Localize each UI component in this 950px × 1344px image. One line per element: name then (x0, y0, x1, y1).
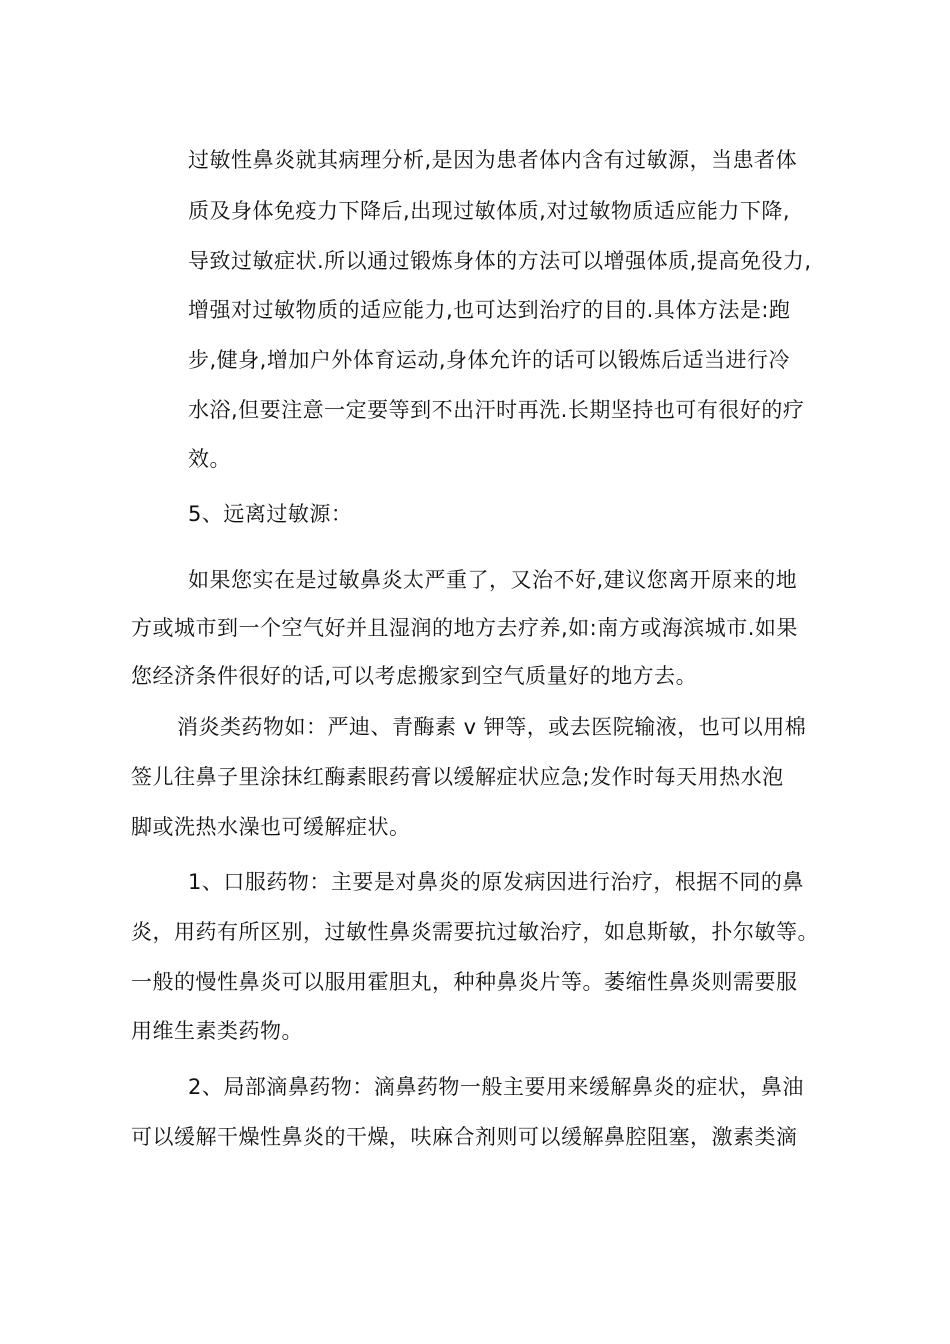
section-heading: 5、远离过敏源： (188, 502, 353, 526)
paragraph-line: 炎，用药有所区别，过敏性鼻炎需要抗过敏治疗，如息斯敏，扑尔敏等。 (131, 920, 819, 944)
paragraph-line: 过敏性鼻炎就其病理分析,是因为患者体内含有过敏源，当患者体 (188, 148, 798, 172)
paragraph-line: 效。 (188, 447, 231, 471)
paragraph-line: 您经济条件很好的话,可以考虑搬家到空气质量好的地方去。 (131, 664, 698, 688)
paragraph-line: 2、局部滴鼻药物：滴鼻药物一般主要用来缓解鼻炎的症状，鼻油 (188, 1075, 804, 1099)
paragraph-line: 增强对过敏物质的适应能力,也可达到治疗的目的.具体方法是:跑 (188, 298, 791, 322)
paragraph-line: 签儿往鼻子里涂抹红酶素眼药膏以缓解症状应急;发作时每天用热水泡 (131, 765, 784, 789)
paragraph-line: 一般的慢性鼻炎可以服用霍胆丸，种种鼻炎片等。萎缩性鼻炎则需要服 (131, 970, 798, 994)
paragraph-line: 水浴,但要注意一定要等到不出汗时再洗.长期坚持也可有很好的疗 (188, 398, 805, 422)
paragraph-line: 脚或洗热水澡也可缓解症状。 (131, 815, 411, 839)
paragraph-line: 用维生素类药物。 (131, 1019, 303, 1043)
paragraph-line: 1、口服药物：主要是对鼻炎的原发病因进行治疗，根据不同的鼻 (188, 870, 804, 894)
paragraph-line: 质及身体免疫力下降后,出现过敏体质,对过敏物质适应能力下降, (188, 199, 791, 223)
paragraph-line: 消炎类药物如：严迪、青酶素 v 钾等，或去医院输液，也可以用棉 (177, 715, 807, 739)
paragraph-line: 导致过敏症状.所以通过锻炼身体的方法可以增强体质,提高免役力, (188, 249, 812, 273)
paragraph-line: 步,健身,增加户外体育运动,身体允许的话可以锻炼后适当进行冷 (188, 348, 791, 372)
paragraph-line: 方或城市到一个空气好并且湿润的地方去疗养,如:南方或海滨城市.如果 (131, 616, 798, 640)
paragraph-line: 如果您实在是过敏鼻炎太严重了，又治不好,建议您离开原来的地 (188, 568, 798, 592)
paragraph-line: 可以缓解干燥性鼻炎的干燥，呋麻合剂则可以缓解鼻腔阻塞，激素类滴 (131, 1125, 798, 1149)
